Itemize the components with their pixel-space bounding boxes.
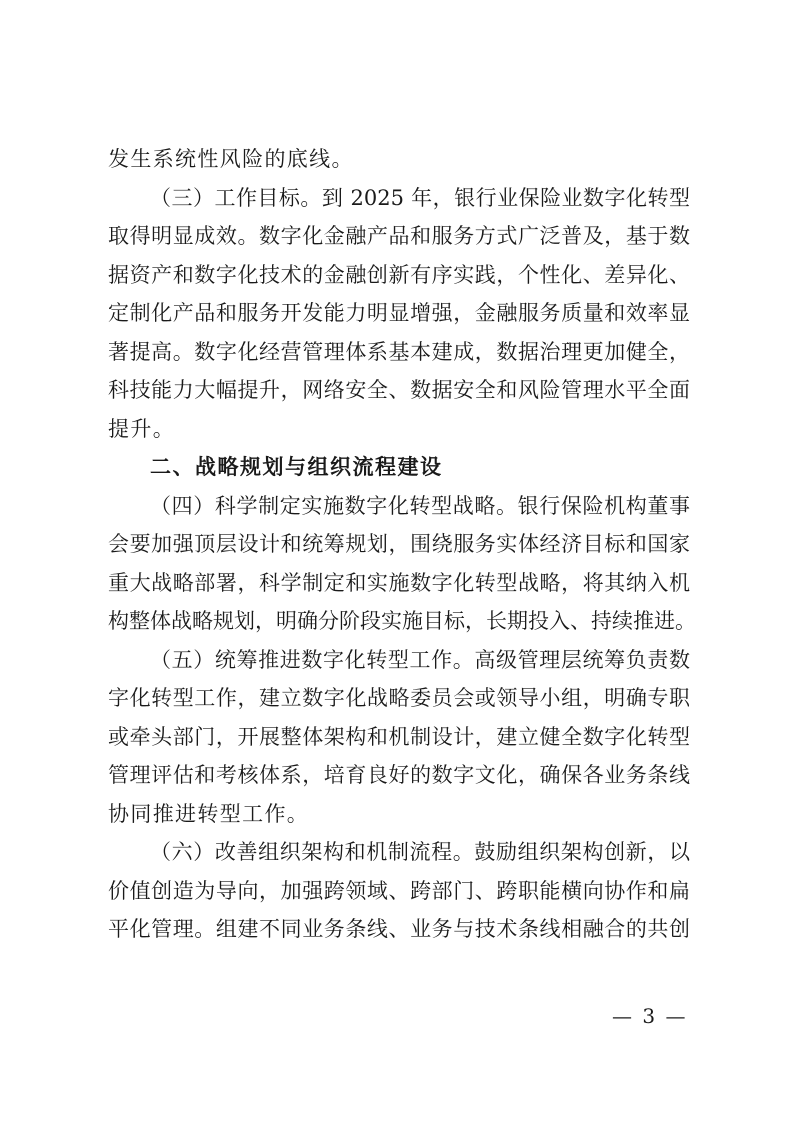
text-line: 构整体战略规划，明确分阶段实施目标，长期投入、持续推进。 xyxy=(108,609,696,633)
text-line: 字化转型工作，建立数字化战略委员会或领导小组，明确专职 xyxy=(108,686,690,710)
text-line: 价值创造为导向，加强跨领域、跨部门、跨职能横向协作和扁 xyxy=(108,878,690,903)
text-line: 会要加强顶层设计和统筹规划，围绕服务实体经济目标和国家 xyxy=(108,532,690,556)
paragraph-first-line: （三）工作目标。到 2025 年，银行业保险业数字化转型 xyxy=(150,185,690,210)
section-heading: 二、战略规划与组织流程建设 xyxy=(150,455,443,479)
page-number: — 3 — xyxy=(612,1004,688,1028)
text-line: 提升。 xyxy=(108,416,176,441)
text-line: 平化管理。组建不同业务条线、业务与技术条线相融合的共创 xyxy=(108,917,690,941)
text-line: 发生系统性风险的底线。 xyxy=(108,147,354,171)
text-line: 协同推进转型工作。 xyxy=(108,801,310,826)
paragraph-first-line: （四）科学制定实施数字化转型战略。银行保险机构董事 xyxy=(150,493,690,518)
text-line: 定制化产品和服务开发能力明显增强，金融服务质量和效率显 xyxy=(108,301,690,325)
text-line: 取得明显成效。数字化金融产品和服务方式广泛普及，基于数 xyxy=(108,224,690,248)
paragraph-first-line: （六）改善组织架构和机制流程。鼓励组织架构创新，以 xyxy=(150,840,690,864)
text-line: 或牵头部门，开展整体架构和机制设计，建立健全数字化转型 xyxy=(108,724,690,749)
text-line: 据资产和数字化技术的金融创新有序实践，个性化、差异化、 xyxy=(108,262,690,287)
text-line: 科技能力大幅提升，网络安全、数据安全和风险管理水平全面 xyxy=(108,378,690,402)
paragraph-first-line: （五）统筹推进数字化转型工作。高级管理层统筹负责数 xyxy=(150,647,690,672)
body-text xyxy=(108,140,696,949)
text-line: 著提高。数字化经营管理体系基本建成，数据治理更加健全， xyxy=(108,339,690,364)
text-line: 管理评估和考核体系，培育良好的数字文化，确保各业务条线 xyxy=(108,763,690,787)
text-line: 重大战略部署，科学制定和实施数字化转型战略，将其纳入机 xyxy=(108,570,690,595)
